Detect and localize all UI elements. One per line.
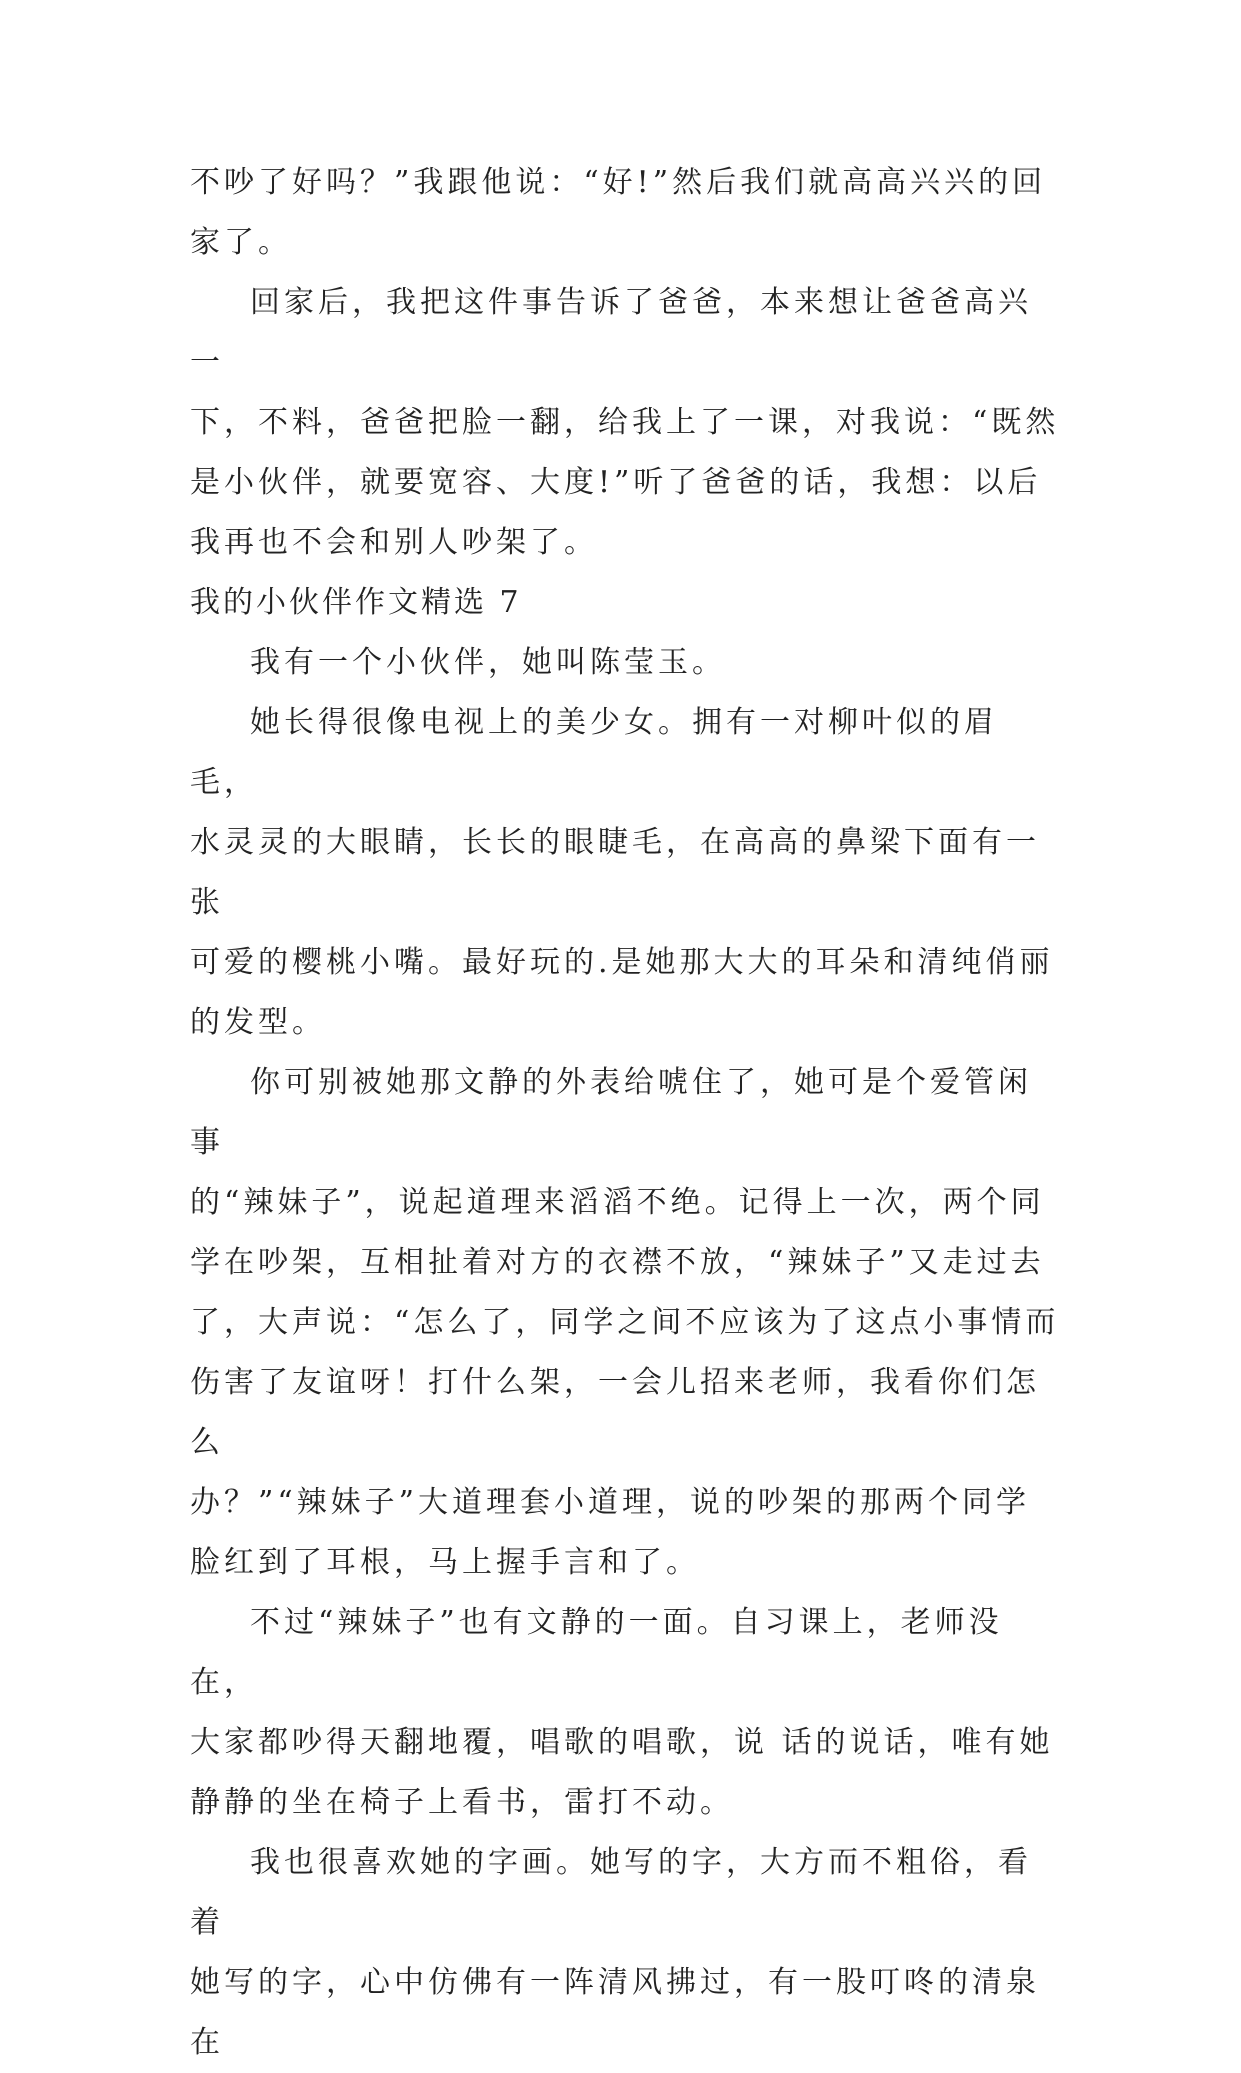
paragraph (190, 1833, 1060, 2073)
text-line: 静静的坐在椅子上看书，雷打不动。 (190, 1785, 734, 1820)
paragraph (190, 693, 1060, 1053)
document-body (190, 153, 1060, 2073)
text-line: 是小伙伴，就要宽容、大度!”听了爸爸的话，我想：以后 (190, 465, 1042, 500)
text-line: 学在吵架，互相扯着对方的衣襟不放，“辣妹子”又走过去 (190, 1245, 1045, 1280)
text-line: 她长得很像电视上的美少女。拥有一对柳叶似的眉毛， (190, 705, 998, 800)
section-heading (190, 573, 1060, 633)
text-line: 的“辣妹子”，说起道理来滔滔不绝。记得上一次，两个同 (190, 1185, 1045, 1220)
paragraph (190, 153, 1060, 273)
text-line: 的发型。 (190, 1005, 326, 1040)
text-line: 她写的字，心中仿佛有一阵清风拂过，有一股叮咚的清泉在 (190, 1965, 1040, 2060)
paragraph (190, 1053, 1060, 1593)
text-line: 办？”“辣妹子”大道理套小道理，说的吵架的那两个同学 (190, 1485, 1031, 1520)
text-line: 回家后，我把这件事告诉了爸爸，本来想让爸爸高兴一 (190, 285, 1032, 380)
paragraph (190, 1593, 1060, 1833)
text-line: 你可别被她那文静的外表给唬住了，她可是个爱管闲事 (190, 1065, 1032, 1160)
text-line: 不过“辣妹子”也有文静的一面。自习课上，老师没在， (190, 1605, 1003, 1700)
text-line: 可爱的樱桃小嘴。最好玩的.是她那大大的耳朵和清纯俏丽 (190, 945, 1054, 980)
text-line: 我的小伙伴作文精选 7 (190, 585, 522, 620)
text-line: 我再也不会和别人吵架了。 (190, 525, 598, 560)
text-line: 我有一个小伙伴，她叫陈莹玉。 (250, 645, 726, 680)
paragraph (190, 273, 1060, 573)
text-line: 了，大声说：“怎么了，同学之间不应该为了这点小事情而 (190, 1305, 1060, 1340)
paragraph (190, 633, 1060, 693)
text-line: 不吵了好吗？”我跟他说：“好!”然后我们就高高兴兴的回 (190, 165, 1047, 200)
text-line: 伤害了友谊呀！打什么架，一会儿招来老师，我看你们怎么 (190, 1365, 1040, 1460)
text-line: 我也很喜欢她的字画。她写的字，大方而不粗俗，看着 (190, 1845, 1032, 1940)
text-line: 下，不料，爸爸把脸一翻，给我上了一课，对我说：“既然 (190, 405, 1060, 440)
text-line: 脸红到了耳根，马上握手言和了。 (190, 1545, 700, 1580)
text-line: 水灵灵的大眼睛，长长的眼睫毛，在高高的鼻梁下面有一张 (190, 825, 1040, 920)
text-line: 大家都吵得天翻地覆，唱歌的唱歌，说 话的说话，唯有她 (190, 1725, 1054, 1760)
text-line: 家了。 (190, 225, 292, 260)
